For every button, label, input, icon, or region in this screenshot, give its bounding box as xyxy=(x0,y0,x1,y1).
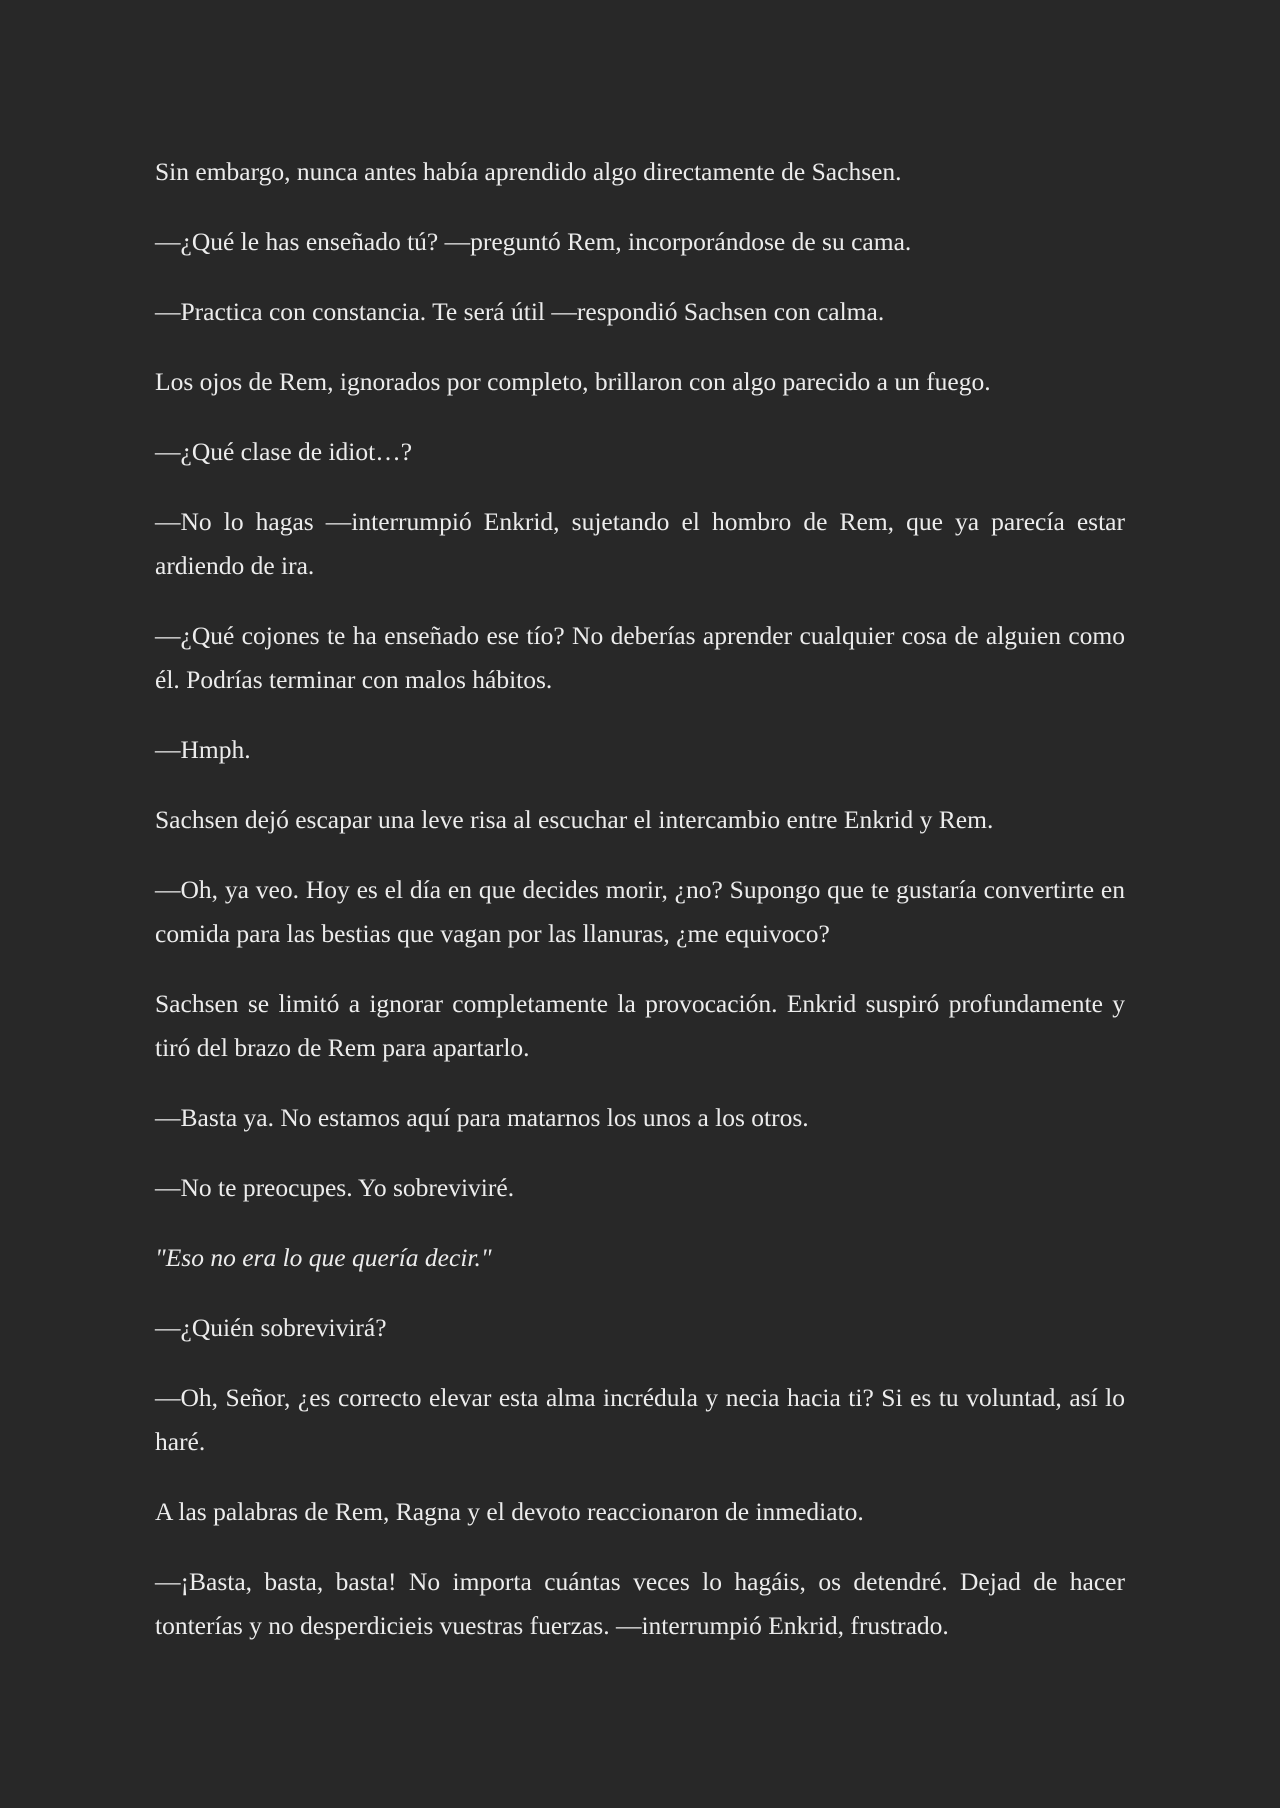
paragraph: —Basta ya. No estamos aquí para matarnos los unos a los otros. xyxy=(155,1103,809,1132)
paragraph: —Hmph. xyxy=(155,735,251,764)
paragraph: —¿Quién sobrevivirá? xyxy=(155,1313,387,1342)
paragraph: Los ojos de Rem, ignorados por completo, brillaron con algo parecido a un fuego. xyxy=(155,367,991,396)
paragraph: —Practica con constancia. Te será útil —respondió Sachsen con calma. xyxy=(155,297,885,326)
paragraph: Sachsen se limitó a ignorar completamente la provocación. Enkrid suspiró profundamente y tiró del brazo de Rem para apartarlo. xyxy=(155,989,1125,1062)
paragraph: —¿Qué clase de idiot…? xyxy=(155,437,413,466)
paragraph: —¿Qué le has enseñado tú? —preguntó Rem, incorporándose de su cama. xyxy=(155,227,912,256)
paragraph-thought: "Eso no era lo que quería decir." xyxy=(155,1243,492,1272)
paragraph: —Oh, ya veo. Hoy es el día en que decides morir, ¿no? Supongo que te gustaría convertirte en comida para las bestias que vagan por las llanuras, ¿me equivoco? xyxy=(155,875,1125,948)
paragraph: —Oh, Señor, ¿es correcto elevar esta alma incrédula y necia hacia ti? Si es tu voluntad, así lo haré. xyxy=(155,1383,1125,1456)
paragraph: —No lo hagas —interrumpió Enkrid, sujetando el hombro de Rem, que ya parecía estar ardiendo de ira. xyxy=(155,507,1125,580)
paragraph: —No te preocupes. Yo sobreviviré. xyxy=(155,1173,515,1202)
paragraph: —¿Qué cojones te ha enseñado ese tío? No deberías aprender cualquier cosa de alguien como él. Podrías terminar con malos hábitos. xyxy=(155,621,1125,694)
paragraph: Sachsen dejó escapar una leve risa al escuchar el intercambio entre Enkrid y Rem. xyxy=(155,805,994,834)
paragraph: Sin embargo, nunca antes había aprendido algo directamente de Sachsen. xyxy=(155,157,902,186)
paragraph: —¡Basta, basta, basta! No importa cuántas veces lo hagáis, os detendré. Dejad de hacer tonterías y no desperdicieis vuestras fuerzas. —interrumpió Enkrid, frustrado. xyxy=(155,1567,1125,1640)
paragraph: A las palabras de Rem, Ragna y el devoto reaccionaron de inmediato. xyxy=(155,1497,864,1526)
reading-page xyxy=(155,150,1125,1674)
